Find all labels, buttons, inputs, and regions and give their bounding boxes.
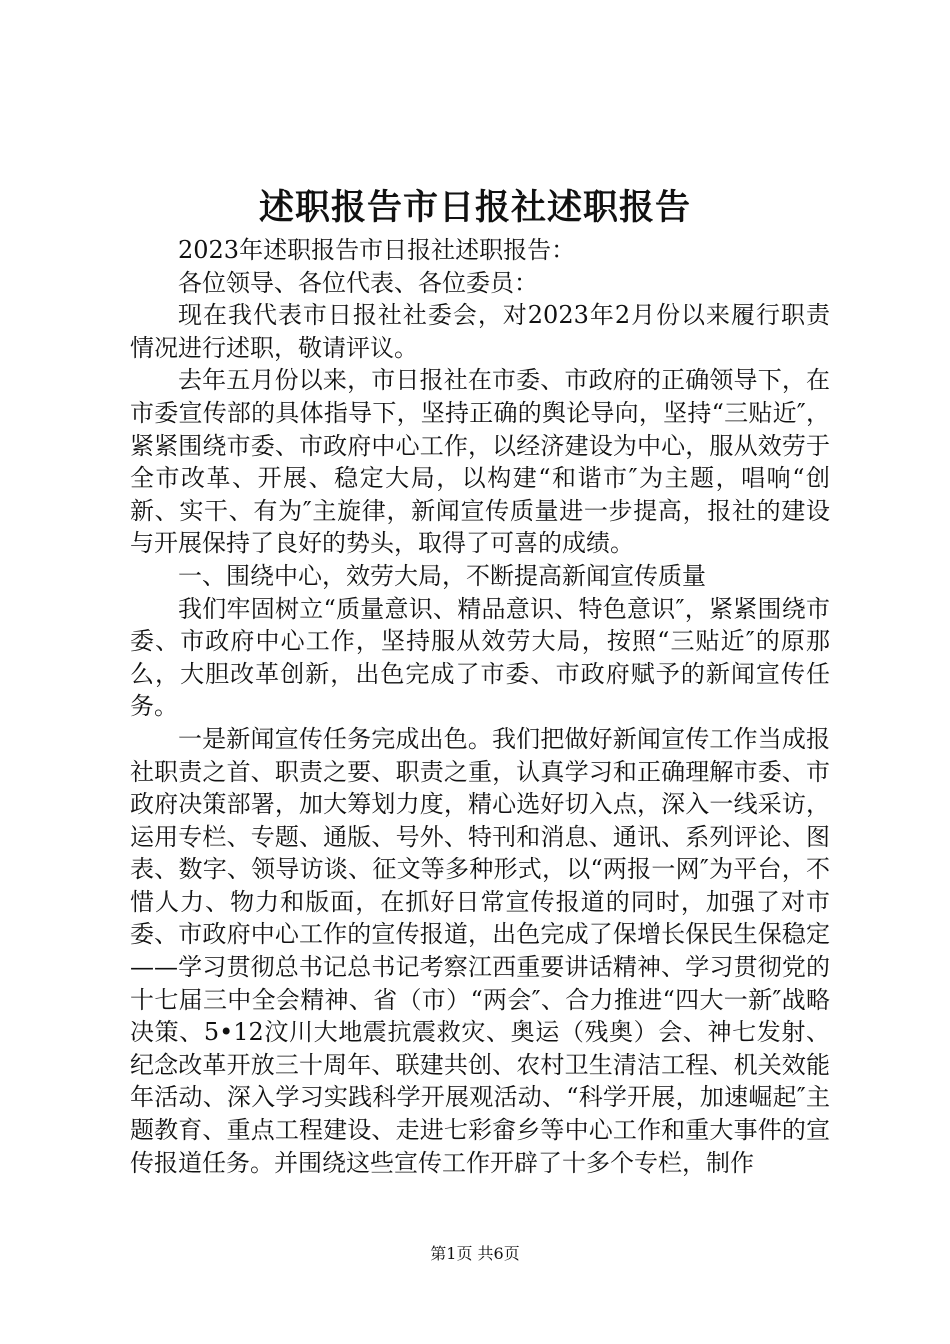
section-heading: 一、围绕中心，效劳大局，不断提高新闻宣传质量 — [178, 561, 706, 590]
paragraph: 一是新闻宣传任务完成出色。我们把做好新闻宣传工作当成报社职责之首、职责之要、职责之重，认真学习和正确理解市委、市政府决策部署，加大筹划力度，精心选好切入点，深入一线采访，运用专栏、专题、通版、号外、特刊和消息、通讯、系列评论、图表、数字、领导访谈、征文等多种形式，以“两报一网″为平台，不惜人力、物力和版面，在抓好日常宣传报道的同时，加强了对市委、市政府中心工作的宣传报道，出色完成了保增长保民生保稳定——学习贯彻总书记总书记考察江西重要讲话精神、学习贯彻党的十七届三中全会精神、省（市）“两会″、合力推进“四大一新″战略决策、5•12汶川大地震抗震救灾、奥运（残奥）会、神七发射、纪念改革开放三十周年、联建共创、农村卫生清洁工程、机关效能年活动、深入学习实践科学开展观活动、“科学开展，加速崛起″主题教育、重点工程建设、走进七彩畲乡等中心工作和重大事件的宣传报道任务。并围绕这些宣传工作开辟了十多个专栏，制作 — [130, 724, 830, 1177]
document-body — [130, 234, 830, 1179]
paragraph: 2023年述职报告市日报社述职报告： — [178, 236, 576, 264]
paragraph: 去年五月份以来，市日报社在市委、市政府的正确领导下，在市委宣传部的具体指导下，坚持正确的舆论导向，坚持“三贴近″，紧紧围绕市委、市政府中心工作，以经济建设为中心，服从效劳于全市改革、开展、稳定大局，以构建“和谐市″为主题，唱响“创新、实干、有为″主旋律，新闻宣传质量进一步提高，报社的建设与开展保持了良好的势头，取得了可喜的成绩。 — [130, 366, 830, 558]
document-title: 述职报告市日报社述职报告 — [258, 187, 691, 228]
paragraph: 各位领导、各位代表、各位委员： — [178, 268, 538, 297]
page-footer: 第1页 共6页 — [430, 1244, 520, 1263]
paragraph: 现在我代表市日报社社委会，对2023年2月份以来履行职责情况进行述职，敬请评议。 — [130, 301, 830, 362]
paragraph: 我们牢固树立“质量意识、精品意识、特色意识″，紧紧围绕市委、市政府中心工作，坚持服从效劳大局，按照“三贴近″的原那么，大胆改革创新，出色完成了市委、市政府赋予的新闻宣传任务。 — [130, 594, 830, 721]
